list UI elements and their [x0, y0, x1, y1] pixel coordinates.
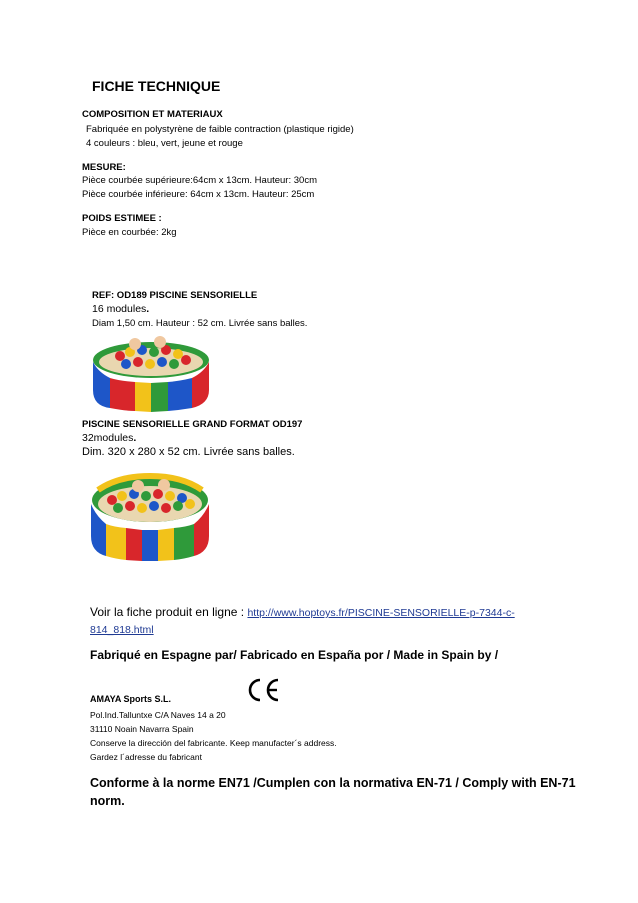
maker-name: AMAYA Sports S.L. [90, 694, 172, 704]
product-link[interactable]: http://www.hoptoys.fr/PISCINE-SENSORIELLE-p-7344-c- [247, 607, 515, 619]
maker-note: Conserve la dirección del fabricante. Keep manufacter´s address. [90, 738, 337, 748]
conformity-line: norm. [90, 794, 125, 808]
mesure-line: Pièce courbée supérieure:64cm x 13cm. Hauteur: 30cm [82, 175, 317, 186]
online-line-2 [90, 620, 154, 638]
product2-ref: PISCINE SENSORIELLE GRAND FORMAT OD197 [82, 419, 303, 430]
poids-line: Pièce en courbée: 2kg [82, 227, 177, 238]
ball-pit-large-image [88, 470, 212, 562]
online-prefix: Voir la fiche produit en ligne : [90, 605, 248, 619]
poids-heading: POIDS ESTIMEE : [82, 213, 162, 224]
page-title: FICHE TECHNIQUE [92, 78, 221, 94]
maker-address: Pol.Ind.Talluntxe C/A Naves 14 a 20 [90, 710, 226, 720]
product1-dims: Diam 1,50 cm. Hauteur : 52 cm. Livrée sans balles. [92, 318, 308, 329]
composition-line: Fabriquée en polystyrène de faible contraction (plastique rigide) [86, 124, 354, 135]
online-line [90, 603, 515, 621]
product-link-continued[interactable]: 814_818.html [90, 624, 154, 636]
made-in-line: Fabriqué en Espagne par/ Fabricado en España por / Made in Spain by / [90, 648, 499, 662]
product2-modules: 32modules. [82, 432, 137, 444]
ball-pit-round-image [90, 332, 212, 412]
composition-heading: COMPOSITION ET MATERIAUX [82, 109, 223, 120]
conformity-line: Conforme à la norme EN71 /Cumplen con la normativa EN-71 / Comply with EN-71 [90, 776, 576, 790]
mesure-line: Pièce courbée inférieure: 64cm x 13cm. Hauteur: 25cm [82, 189, 315, 200]
maker-note: Gardez l´adresse du fabricant [90, 752, 202, 762]
product1-modules: 16 modules. [92, 303, 150, 315]
product1-ref: REF: OD189 PISCINE SENSORIELLE [92, 290, 258, 301]
ce-mark-icon [245, 677, 281, 703]
mesure-heading: MESURE: [82, 162, 126, 173]
maker-address: 31110 Noain Navarra Spain [90, 724, 194, 734]
product2-dims: Dim. 320 x 280 x 52 cm. Livrée sans balles. [82, 446, 295, 458]
composition-line: 4 couleurs : bleu, vert, jeune et rouge [86, 138, 243, 149]
